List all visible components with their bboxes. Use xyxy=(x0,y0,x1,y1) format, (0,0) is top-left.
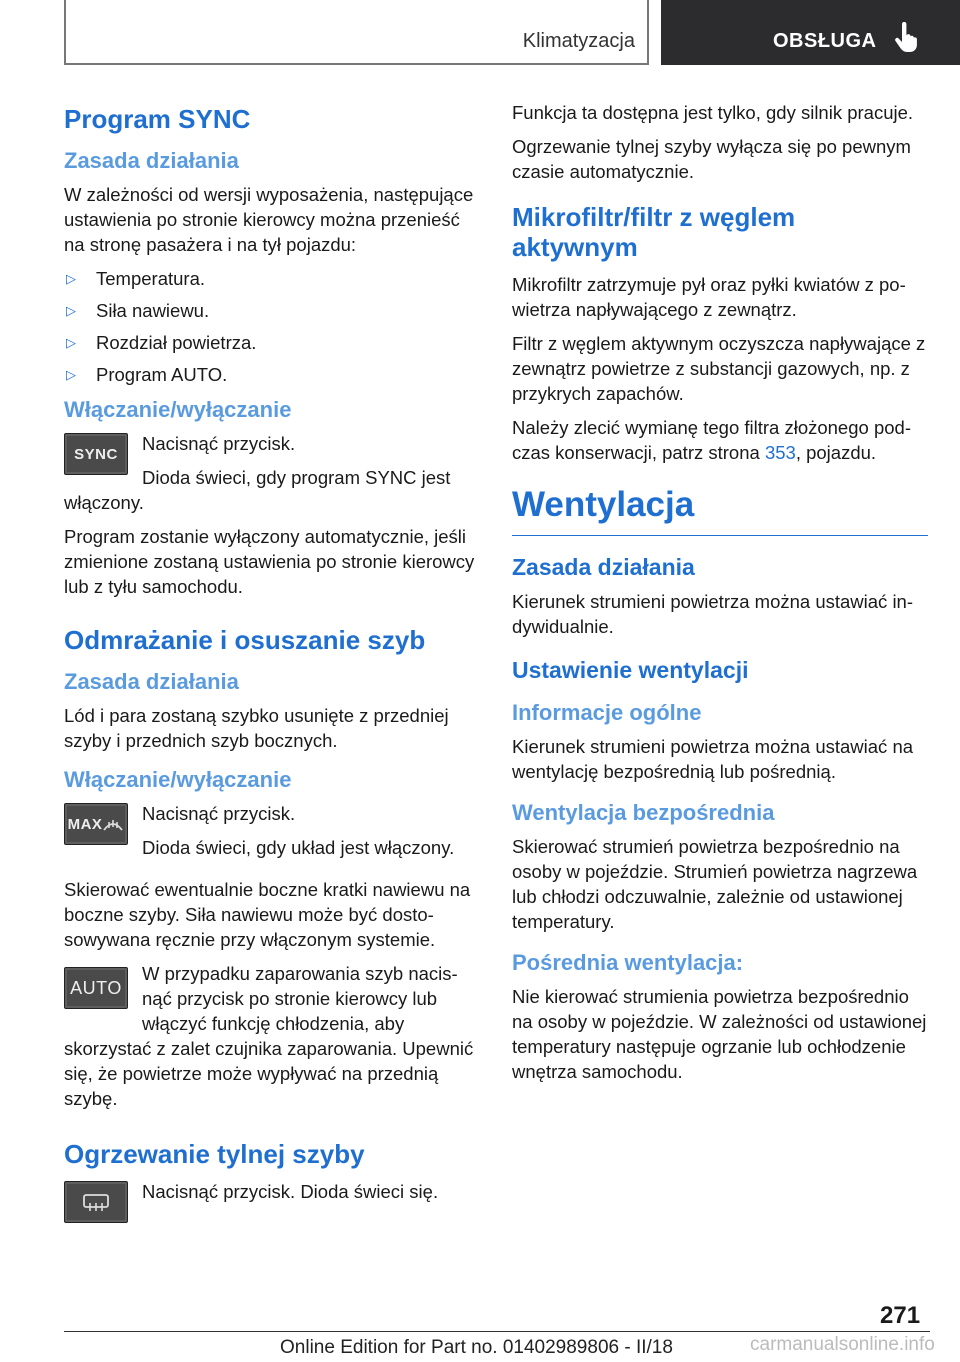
defrost-press-text: Nacisnąć przycisk. xyxy=(142,803,296,824)
heading-vent-indirect: Pośrednia wentylacja: xyxy=(512,950,744,975)
triangle-bullet-icon: ▷ xyxy=(66,335,76,350)
heading-vent-general: Informacje ogólne xyxy=(512,700,702,725)
list-item: ▷ Siła nawiewu. xyxy=(66,300,210,321)
header-tab-label: OBSŁUGA xyxy=(773,30,877,52)
windshield-heat-icon xyxy=(102,815,124,833)
sync-led-text: Dioda świeci, gdy program SYNC jest włączony. xyxy=(64,467,451,513)
auto-button-block xyxy=(64,961,480,1111)
footer-edition: Online Edition for Part no. 01402989806 - II/18 xyxy=(280,1337,673,1358)
list-item: ▷ Temperatura. xyxy=(66,268,205,289)
rear-button-block xyxy=(64,1179,480,1227)
vent-indirect-text: Nie kierować strumienia powietrza bezpośrednio na osoby w pojeździe. W zależności od ustawionej temperatury następuje ogrzanie lub ochłodzenie wnętrza samochodu. xyxy=(512,986,927,1082)
header-tab-obsluga xyxy=(661,0,960,65)
header-left-border xyxy=(64,0,66,64)
footer-watermark: carmanualsonline.info xyxy=(750,1334,935,1355)
right-column xyxy=(512,100,928,1093)
heading-defrost-onoff: Włączanie/wyłączanie xyxy=(64,767,292,792)
auto-button-icon: AUTO xyxy=(64,967,128,1009)
filter-text-2: Filtr z węglem aktywnym oczyszcza napływające z zewnątrz powietrze z substancji gazowych, np. z przykrych zapachów. xyxy=(512,333,926,404)
heading-defrost-principle: Zasada działania xyxy=(64,669,239,694)
page-reference-link[interactable]: 353 xyxy=(764,442,796,463)
left-column xyxy=(64,100,480,1227)
triangle-bullet-icon: ▷ xyxy=(66,367,76,382)
heading-sync-principle: Zasada działania xyxy=(64,148,239,173)
heading-vent-direct: Wentylacja bezpośrednia xyxy=(512,800,775,825)
defrost-fog-text: W przypadku zaparowania szyb nacisnąć przycisk po stronie kierowcy lub włączyć funkcję chłodzenia, aby skorzystać z zalet czujnika zaparowania. Upewnić się, że powietrze może wypływać na przednią szybę. xyxy=(64,963,474,1109)
list-item: ▷ Rozdział powietrza. xyxy=(66,332,257,353)
defrost-led-text: Dioda świeci, gdy układ jest włączony. xyxy=(142,837,455,858)
max-defrost-button-icon: MAX xyxy=(64,803,128,845)
defrost-principle-text: Lód i para zostaną szybko usunięte z przedniej szyby i przednich szyb bocznych. xyxy=(64,705,449,751)
sync-button-block xyxy=(64,431,480,524)
rear-auto-off-text: Ogrzewanie tylnej szyby wyłącza się po pewnym czasie automatycznie. xyxy=(512,136,911,182)
vent-direct-text: Skierować strumień powietrza bezpośrednio na osoby w pojeździe. Strumień powietrza nagrzewa lub chłodzi odczuwalnie, zależnie od ustawionej temperatury. xyxy=(512,836,918,932)
header-underline xyxy=(64,63,649,65)
sync-principle-text: W zależności od wersji wyposażenia, następujące ustawienia po stronie kierowcy można przenieść na stronę pasażera i na tył pojazdu: xyxy=(64,184,474,255)
pointing-hand-icon xyxy=(893,22,921,52)
sync-list xyxy=(64,266,480,387)
footer-rule xyxy=(64,1331,930,1332)
vent-principle-text: Kierunek strumieni powietrza można ustawiać indywidualnie. xyxy=(512,591,914,637)
sync-press-text: Nacisnąć przycisk. xyxy=(142,433,296,454)
heading-ventilation: Wentylacja xyxy=(512,485,695,524)
page-number: 271 xyxy=(880,1302,921,1329)
heading-program-sync: Program SYNC xyxy=(64,104,251,134)
triangle-bullet-icon: ▷ xyxy=(66,303,76,318)
heading-rear-window: Ogrzewanie tylnej szyby xyxy=(64,1139,365,1169)
rear-window-heat-icon xyxy=(81,1191,111,1213)
header-right-border xyxy=(647,0,649,64)
header-section-title: Klimatyzacja xyxy=(522,30,635,52)
rear-press-text: Nacisnąć przycisk. Dioda świeci się. xyxy=(142,1181,439,1202)
heading-sync-onoff: Włączanie/wyłączanie xyxy=(64,397,292,422)
filter-text-3: Należy zlecić wymianę tego filtra złożonego podczas konserwacji, patrz strona 353, pojazdu. xyxy=(512,417,911,463)
heading-rule xyxy=(512,535,928,536)
sync-button-icon: SYNC xyxy=(64,433,128,475)
sync-auto-off-text: Program zostanie wyłączony automatycznie, jeśli zmienione zostaną ustawienia po stronie kierowcy lub z tyłu samochodu. xyxy=(64,526,475,597)
max-button-block xyxy=(64,801,480,869)
filter-text-1: Mikrofiltr zatrzymuje pył oraz pyłki kwiatów z powietrza napływającego z zewnątrz. xyxy=(512,274,906,320)
vent-general-text: Kierunek strumieni powietrza można ustawiać na wentylację bezpośrednią lub pośrednią. xyxy=(512,736,914,782)
list-item: ▷ Program AUTO. xyxy=(66,364,228,385)
rear-defrost-button-icon xyxy=(64,1181,128,1223)
defrost-vents-text: Skierować ewentualnie boczne kratki nawiewu na boczne szyby. Siła nawiewu może być dostosowywana ręcznie przy włączonym systemie. xyxy=(64,879,471,950)
heading-defrost: Odmrażanie i osuszanie szyb xyxy=(64,625,426,655)
triangle-bullet-icon: ▷ xyxy=(66,271,76,286)
heading-filter: Mikrofiltr/filtr z węglem aktywnym xyxy=(512,202,796,262)
rear-engine-text: Funkcja ta dostępna jest tylko, gdy silnik pracuje. xyxy=(512,102,914,123)
heading-vent-principle: Zasada działania xyxy=(512,554,695,580)
heading-vent-setting: Ustawienie wentylacji xyxy=(512,657,749,683)
